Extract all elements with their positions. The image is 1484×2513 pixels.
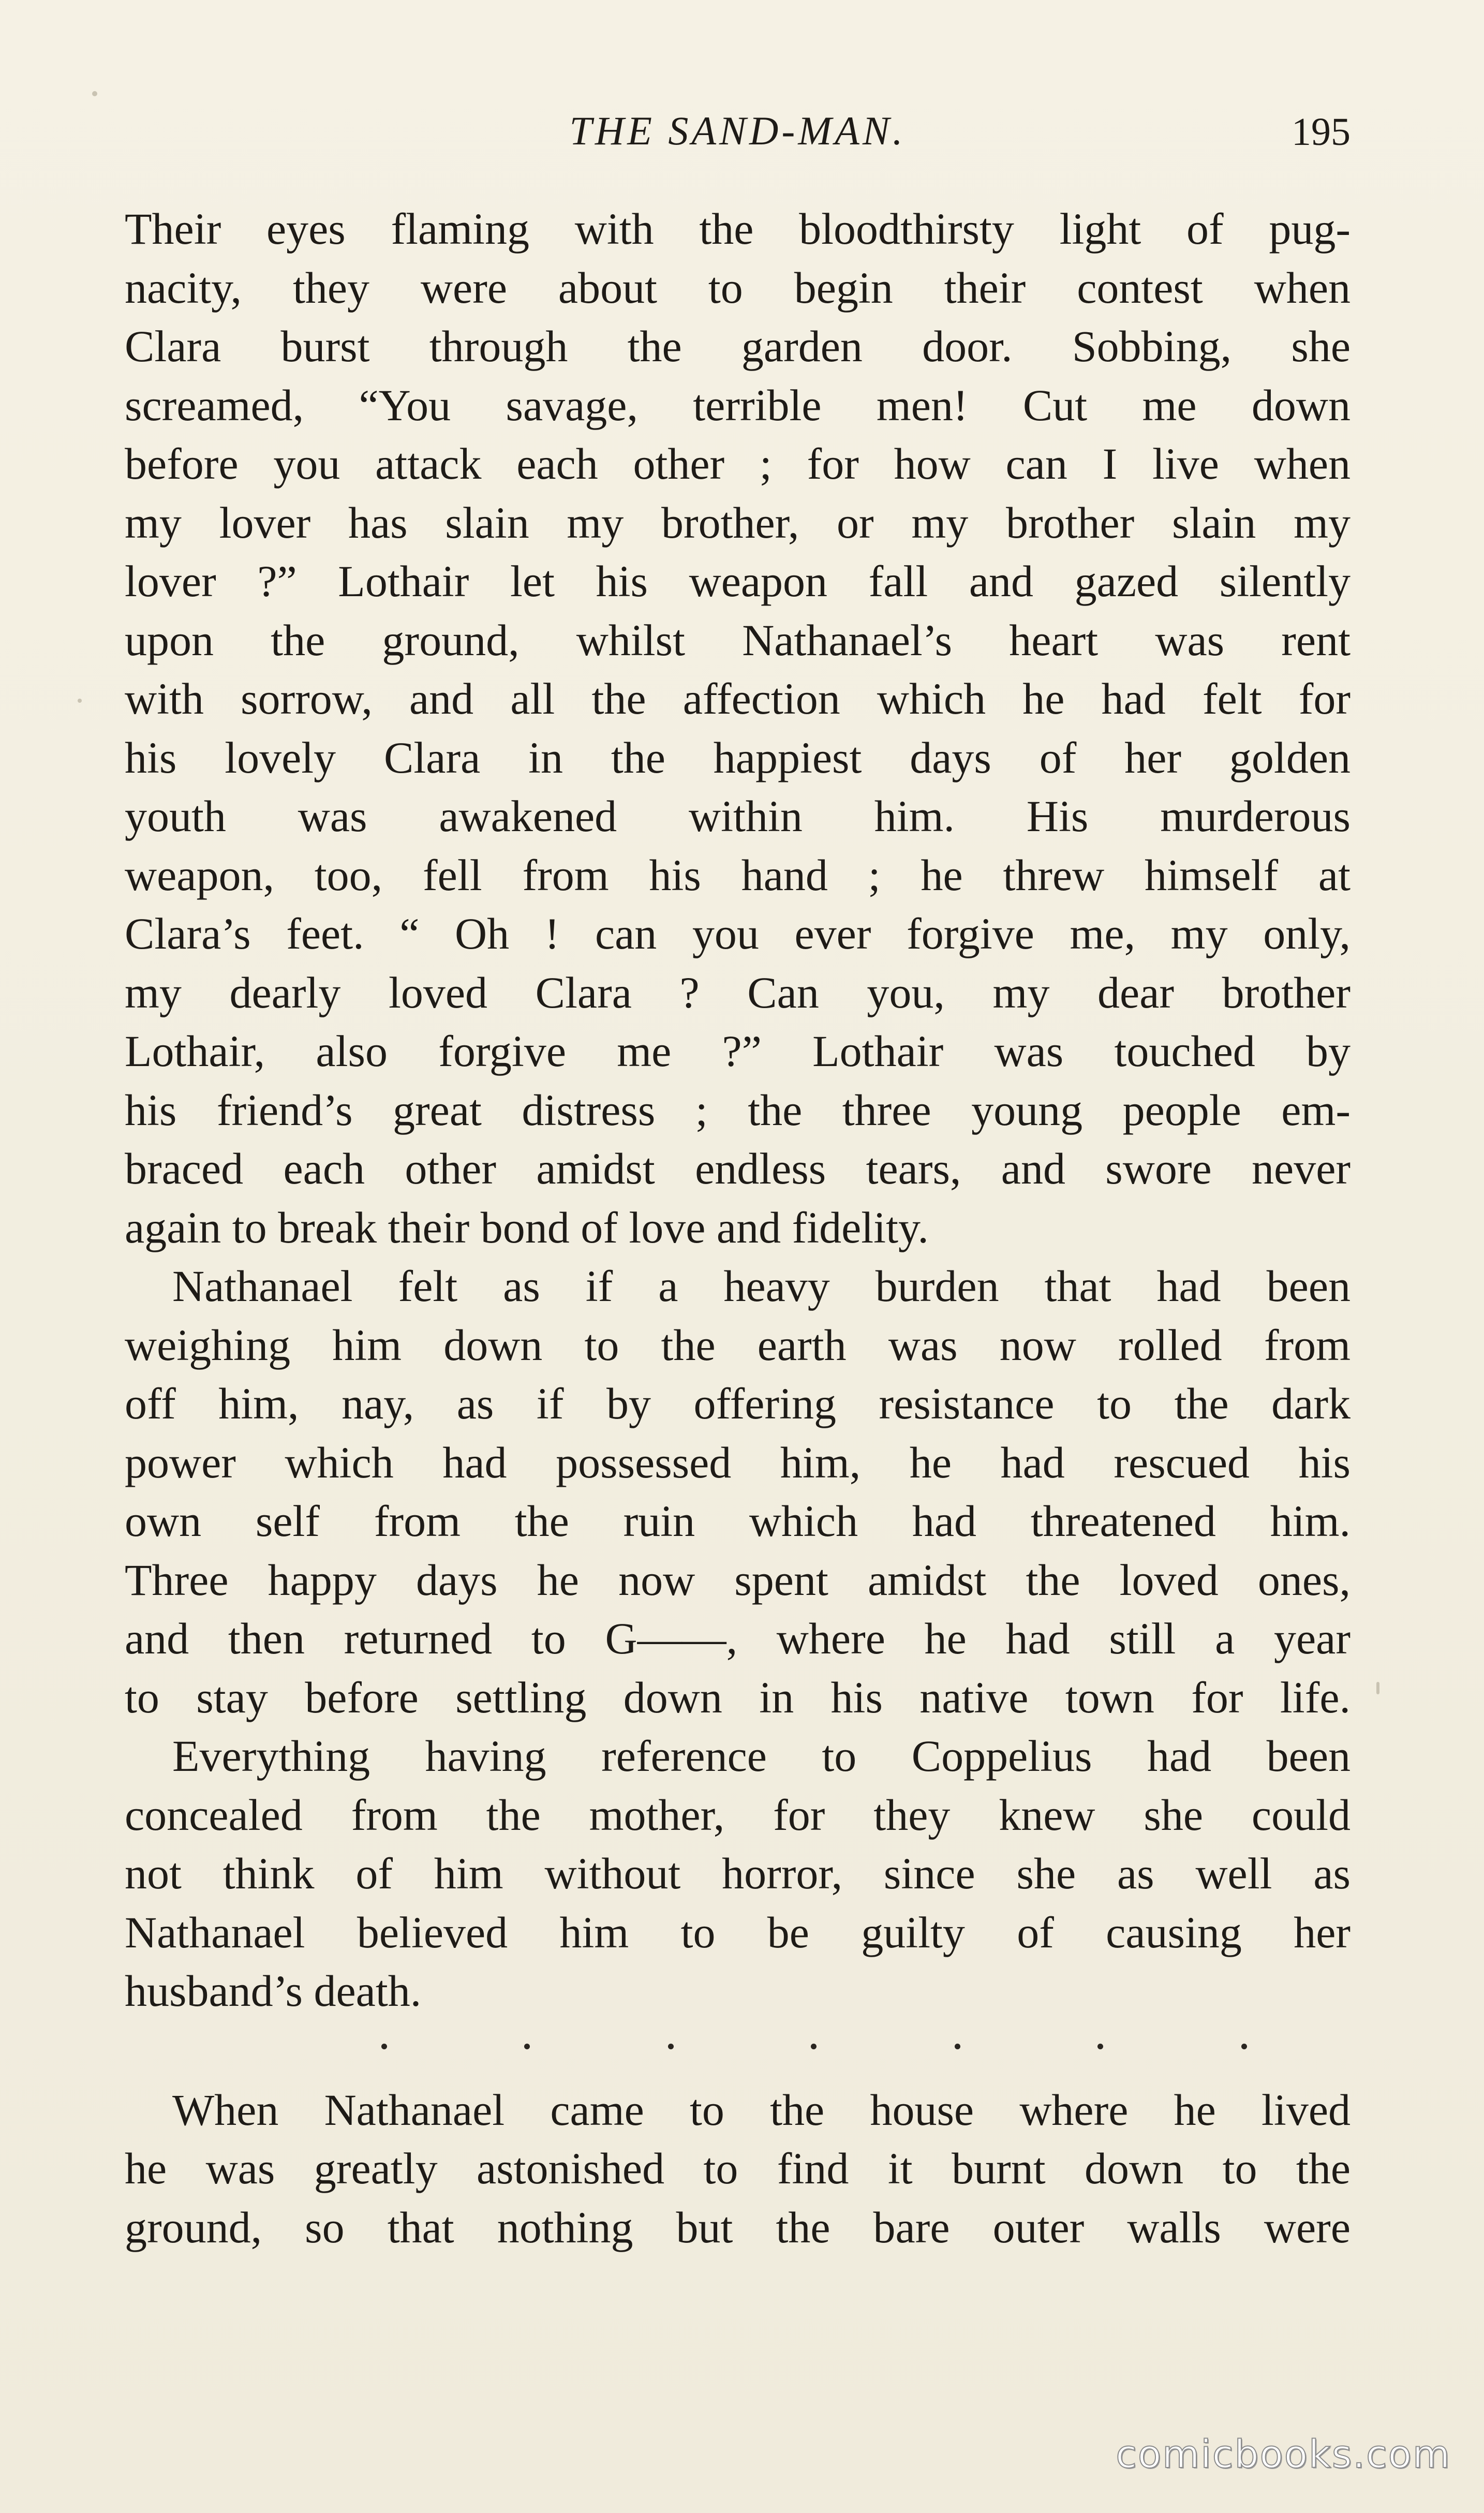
section-break-dot — [811, 2044, 817, 2049]
text-line: braced each other amidst endless tears, and swore never — [125, 1144, 1351, 1193]
paragraph-3 — [125, 1727, 1351, 2021]
text-line: weighing him down to the earth was now rolled from — [125, 1320, 1351, 1370]
text-line: Clara’s feet. “ Oh ! can you ever forgive me, my only, — [125, 909, 1351, 958]
text-line: Three happy days he now spent amidst the loved ones, — [125, 1555, 1351, 1605]
section-break-dot — [955, 2044, 960, 2049]
text-line: Everything having reference to Coppelius had been — [172, 1731, 1351, 1781]
text-line: off him, nay, as if by offering resistance to the dark — [125, 1379, 1351, 1428]
section-break-dot — [668, 2044, 674, 2049]
page-number: 195 — [1292, 110, 1351, 154]
text-line: nacity, they were about to begin their contest when — [125, 262, 1351, 313]
text-line: to stay before settling down in his native town for life. — [125, 1672, 1351, 1722]
text-line: not think of him without horror, since she as well as — [125, 1849, 1351, 1898]
text-line: with sorrow, and all the affection which he had felt for — [125, 674, 1351, 723]
section-break-dot — [381, 2044, 387, 2049]
text-line: ground, so that nothing but the bare outer walls were — [125, 2202, 1351, 2252]
paper-speck — [1376, 1682, 1379, 1694]
section-break — [125, 2021, 1351, 2077]
running-head — [125, 104, 1351, 166]
text-line: Lothair, also forgive me ?” Lothair was touched by — [125, 1026, 1351, 1076]
paragraph-4 — [125, 2081, 1351, 2257]
text-line: own self from the ruin which had threatened him. — [125, 1496, 1351, 1546]
text-line: his lovely Clara in the happiest days of her golden — [125, 732, 1351, 782]
text-line: before you attack each other ; for how can I live when — [125, 439, 1351, 489]
text-line: and then returned to G——, where he had still a year — [125, 1614, 1351, 1663]
text-line: power which had possessed him, he had rescued his — [125, 1437, 1351, 1487]
section-break-dot — [1241, 2044, 1247, 2049]
paper-speck — [78, 699, 82, 703]
text-line: Nathanael believed him to be guilty of causing her — [125, 1907, 1351, 1957]
running-title: THE SAND-MAN. — [569, 108, 906, 153]
text-line: lover ?” Lothair let his weapon fall and gazed silently — [125, 556, 1351, 606]
text-line: he was greatly astonished to find it burnt down to the — [125, 2144, 1351, 2193]
watermark: comicbooks.com — [1116, 2432, 1451, 2477]
text-line: screamed, “You savage, terrible men! Cut me down — [125, 380, 1351, 430]
text-line: upon the ground, whilst Nathanael’s heart was rent — [125, 615, 1351, 665]
text-line: concealed from the mother, for they knew she could — [125, 1790, 1351, 1840]
text-line: Clara burst through the garden door. Sobbing, she — [125, 321, 1351, 371]
paragraph-2 — [125, 1257, 1351, 1727]
section-break-dot — [1097, 2044, 1103, 2049]
text-line: my lover has slain my brother, or my brother slain my — [125, 497, 1351, 548]
paragraph-1 — [125, 200, 1351, 1257]
paper-speck — [92, 91, 97, 96]
text-line: Their eyes flaming with the bloodthirsty light of pug- — [125, 204, 1351, 254]
section-break-dot — [524, 2044, 530, 2049]
text-line: again to break their bond of love and fidelity. — [125, 1202, 929, 1252]
text-line: weapon, too, fell from his hand ; he threw himself at — [125, 850, 1351, 900]
text-line: When Nathanael came to the house where he lived — [172, 2085, 1351, 2135]
text-line: his friend’s great distress ; the three young people em- — [125, 1085, 1351, 1135]
text-line: Nathanael felt as if a heavy burden that had been — [172, 1261, 1351, 1311]
body-text — [125, 200, 1351, 2257]
text-line: youth was awakened within him. His murderous — [125, 791, 1351, 841]
text-line: my dearly loved Clara ? Can you, my dear brother — [125, 967, 1351, 1017]
text-line: husband’s death. — [125, 1966, 422, 2016]
